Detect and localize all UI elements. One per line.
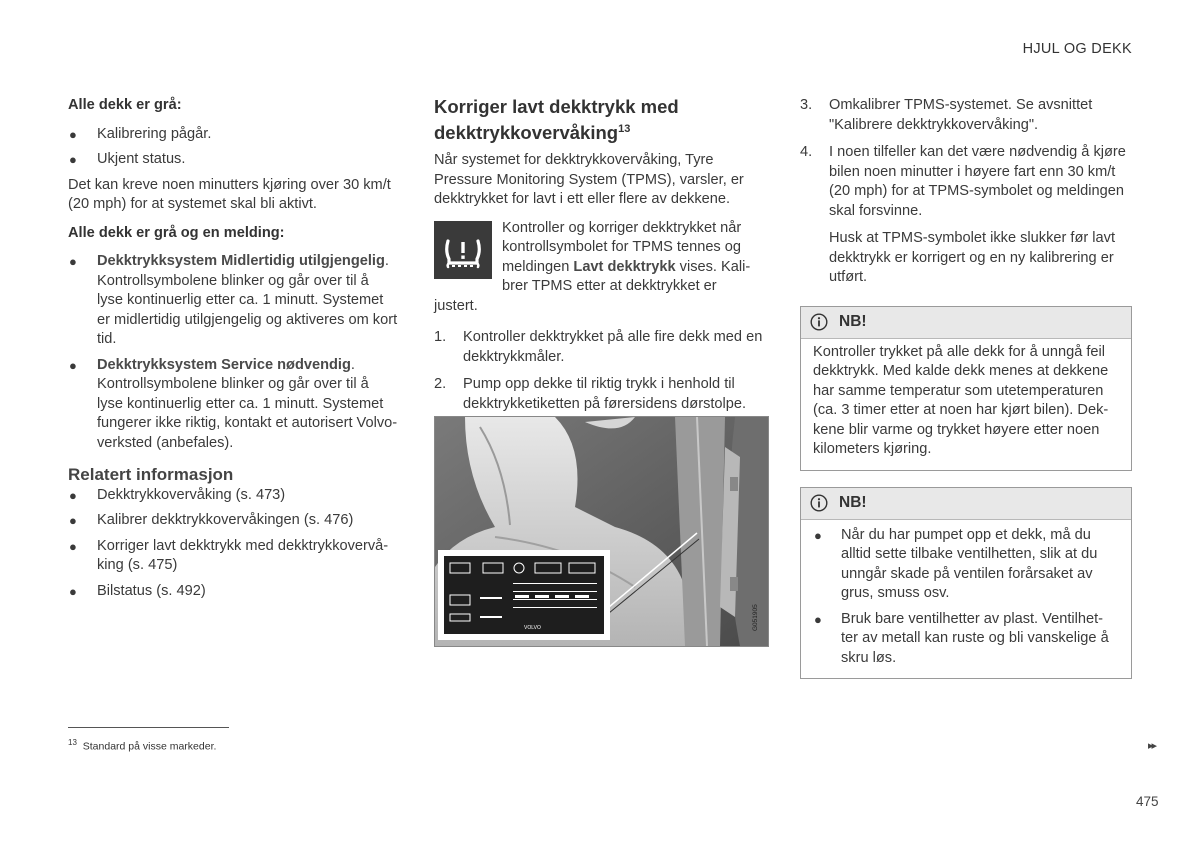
bullet-icon: ● bbox=[69, 126, 77, 142]
bullet-icon: ● bbox=[69, 357, 77, 373]
step-item: 3. Omkalibrer TPMS-systemet. Se avsnittet "Kalibrere dekktrykkovervåking". bbox=[800, 97, 1093, 133]
bullet-icon: ● bbox=[69, 538, 77, 554]
section-title: Korriger lavt dekktrykk med dekktrykkovervåking$^{13}$ bbox=[434, 96, 679, 144]
steps-list-continued bbox=[800, 96, 1132, 221]
step-item: 2. Pump opp dekke til riktig trykk i henhold til dekktrykketiketten på førersidens dørstolpe. bbox=[434, 376, 747, 412]
subheading-all-grey: Alle dekk er grå: bbox=[68, 97, 182, 113]
note-header bbox=[801, 488, 1131, 520]
related-links-list bbox=[68, 486, 398, 602]
note-body bbox=[801, 339, 1131, 470]
label-brand: VOLVO bbox=[524, 625, 541, 631]
list-item: ● Når du har pumpet opp et dekk, må du alltid sette tilbake ventilhetten, slik at du unngår skade på ventilen forårsaket av grus, smuss osv. bbox=[814, 526, 1098, 601]
message-term: Dekktrykksystem Midlertidig utilgjengelig bbox=[97, 253, 385, 269]
paragraph-activation: Det kan kreve noen minutters kjøring over 30 km/t (20 mph) for at systemet skal bli aktivt. bbox=[68, 176, 391, 212]
list-item: ● Ukjent status. bbox=[68, 150, 398, 170]
bullet-icon: ● bbox=[69, 513, 77, 528]
column-right bbox=[800, 96, 1132, 679]
footnote: $^{13}$ Standard på visse markeder. bbox=[68, 738, 217, 753]
note-bullet-list bbox=[813, 526, 1119, 669]
subheading-grey-message: Alle dekk er grå og en melding: bbox=[68, 224, 285, 241]
footnote-ref[interactable]: 13 bbox=[618, 123, 631, 135]
note-box-valve-caps bbox=[800, 487, 1132, 680]
bullet-icon: ● bbox=[69, 583, 77, 599]
column-middle bbox=[434, 96, 769, 656]
info-icon bbox=[810, 313, 828, 331]
related-link[interactable]: ● Korriger lavt dekktrykk med dekktrykkovervå-king (s. 475) bbox=[69, 537, 389, 573]
running-header: HJUL OG DEKK bbox=[1022, 41, 1132, 57]
note-label: NB! bbox=[839, 494, 867, 512]
list-item: ● Bruk bare ventilhetter av plast. Ventilhet-ter av metall kan ruste og bli vanskelige å skru løs. bbox=[814, 610, 1109, 666]
list-item: ● Dekktrykksystem Midlertidig utilgjengelig. Kontrollsymbolene blinker og går over til å lyse kontinuerlig etter ca. 1 minutt. Systemet er midlertidig utilgjengelig og aktiveres om kort tid. bbox=[69, 253, 398, 347]
note-box-cold-tyres bbox=[800, 306, 1132, 471]
bullet-icon: ● bbox=[69, 152, 77, 167]
step-item: 1. Kontroller dekktrykket på alle fire dekk med en dekktrykkmåler. bbox=[434, 329, 763, 365]
bullet-icon: ● bbox=[814, 611, 822, 627]
next-page-icon[interactable]: ▸▸ bbox=[1148, 740, 1156, 752]
steps-list bbox=[434, 328, 769, 414]
bullet-icon: ● bbox=[69, 254, 77, 269]
list-item: ● Kalibrering pågår. bbox=[68, 125, 398, 145]
note-text: Kontroller trykket på alle dekk for å unngå feil dekktrykk. Med kalde dekk menes at dekkene har samme temperatur som utetemperaturen (ca. 3 timer etter at noen har kjørt bilen). Dek-kene blir varme og trykket høyere etter noen kilometers kjøring. bbox=[813, 343, 1109, 457]
reminder-paragraph: Husk at TPMS-symbolet ikke slukker før lavt dekktrykk er korrigert og en ny kalibrering er utført. bbox=[829, 230, 1115, 285]
note-body bbox=[801, 520, 1131, 679]
photo-code: G051905 bbox=[752, 604, 759, 631]
related-info-heading: Relatert informasjon bbox=[68, 465, 234, 484]
step-item: 4. I noen tilfeller kan det være nødvendig å kjøre bilen noen minutter i høyere fart enn 30 km/t (20 mph) for at TPMS-symbolet og meldingen skal forsvinne. bbox=[800, 144, 1126, 219]
note-header bbox=[801, 307, 1131, 339]
column-left bbox=[68, 96, 398, 607]
bullet-icon: ● bbox=[814, 527, 822, 543]
note-label: NB! bbox=[839, 313, 867, 331]
warning-text: Kontroller og korriger dekktrykket når kontrollsymbolet for TPMS tennes og meldingen Lavt dekktrykk vises. Kali-brer TPMS etter at dekktrykket er justert. bbox=[434, 219, 751, 314]
page-number: 475 bbox=[1136, 794, 1159, 809]
related-link[interactable]: ● Bilstatus (s. 492) bbox=[68, 582, 398, 602]
footnote-divider bbox=[68, 727, 229, 728]
intro-paragraph: Når systemet for dekktrykkovervåking, Tyre Pressure Monitoring System (TPMS), varsler, er dekktrykket for lavt i ett eller flere av dekkene. bbox=[434, 152, 744, 208]
tpms-warning-icon bbox=[434, 221, 492, 279]
bullet-list-all-grey bbox=[68, 125, 398, 170]
related-link[interactable]: ● Kalibrer dekktrykkovervåkingen (s. 476) bbox=[68, 511, 398, 531]
bullet-list-messages bbox=[68, 252, 398, 453]
message-term: Dekktrykksystem Service nødvendig bbox=[97, 356, 351, 373]
related-link[interactable]: ● Dekktrykkovervåking (s. 473) bbox=[68, 486, 398, 506]
door-pillar-label-photo bbox=[434, 416, 769, 647]
tpms-warning-block bbox=[434, 219, 769, 317]
bullet-icon: ● bbox=[69, 487, 77, 503]
list-item: ● Dekktrykksystem Service nødvendig. Kontrollsymbolene blinker og går over til å lyse kontinuerlig etter ca. 1 minutt. Systemet fungerer ikke riktig, kontakt et autorisert Volvo-verksted (anbefales). bbox=[69, 356, 398, 451]
info-icon bbox=[810, 494, 828, 512]
message-term: Lavt dekktrykk bbox=[573, 258, 676, 275]
